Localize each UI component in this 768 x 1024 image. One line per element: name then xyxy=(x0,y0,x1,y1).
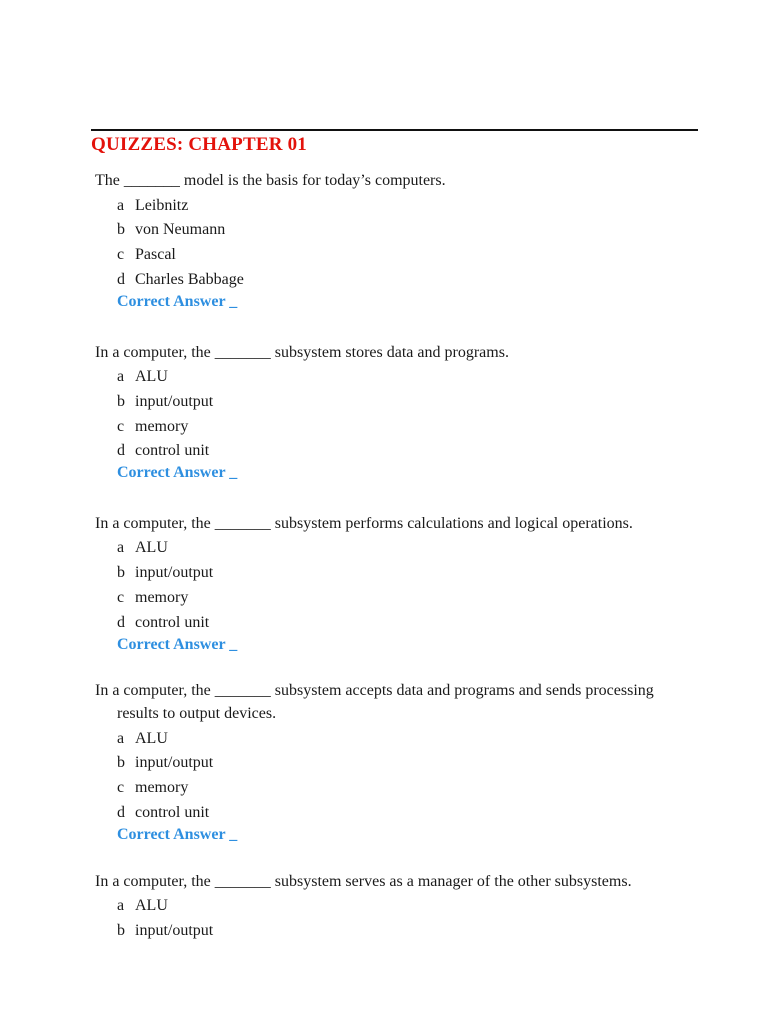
option-a[interactable]: a ALU xyxy=(117,539,168,556)
option-b[interactable]: b input/output xyxy=(117,564,214,581)
question-stem-continued: results to output devices. xyxy=(117,705,277,722)
option-a[interactable]: a ALU xyxy=(117,730,168,747)
correct-answer-link[interactable]: Correct Answer _ xyxy=(117,826,238,843)
option-b[interactable]: b input/output xyxy=(117,922,214,939)
option-a[interactable]: a ALU xyxy=(117,897,168,914)
option-b[interactable]: b input/output xyxy=(117,393,214,410)
option-a[interactable]: a ALU xyxy=(117,368,168,385)
question-stem: In a computer, the _______ subsystem accepts data and programs and sends processing xyxy=(95,682,654,699)
option-b[interactable]: b von Neumann xyxy=(117,221,226,238)
correct-answer-link[interactable]: Correct Answer _ xyxy=(117,464,238,481)
question-stem: In a computer, the _______ subsystem performs calculations and logical operations. xyxy=(95,515,633,532)
option-c[interactable]: c memory xyxy=(117,779,189,796)
option-d[interactable]: d control unit xyxy=(117,614,210,631)
page-title: QUIZZES: CHAPTER 01 xyxy=(91,134,308,155)
question-stem: In a computer, the _______ subsystem serves as a manager of the other subsystems. xyxy=(95,873,632,890)
header-rule xyxy=(91,129,698,131)
option-d[interactable]: d Charles Babbage xyxy=(117,271,244,288)
option-d[interactable]: d control unit xyxy=(117,442,210,459)
option-a[interactable]: a Leibnitz xyxy=(117,197,189,214)
correct-answer-link[interactable]: Correct Answer _ xyxy=(117,636,238,653)
option-c[interactable]: c memory xyxy=(117,589,189,606)
correct-answer-link[interactable]: Correct Answer _ xyxy=(117,293,238,310)
option-c[interactable]: c memory xyxy=(117,418,189,435)
option-d[interactable]: d control unit xyxy=(117,804,210,821)
question-stem: In a computer, the _______ subsystem stores data and programs. xyxy=(95,344,509,361)
question-stem: The _______ model is the basis for today’s computers. xyxy=(95,172,446,189)
option-b[interactable]: b input/output xyxy=(117,754,214,771)
option-c[interactable]: c Pascal xyxy=(117,246,176,263)
